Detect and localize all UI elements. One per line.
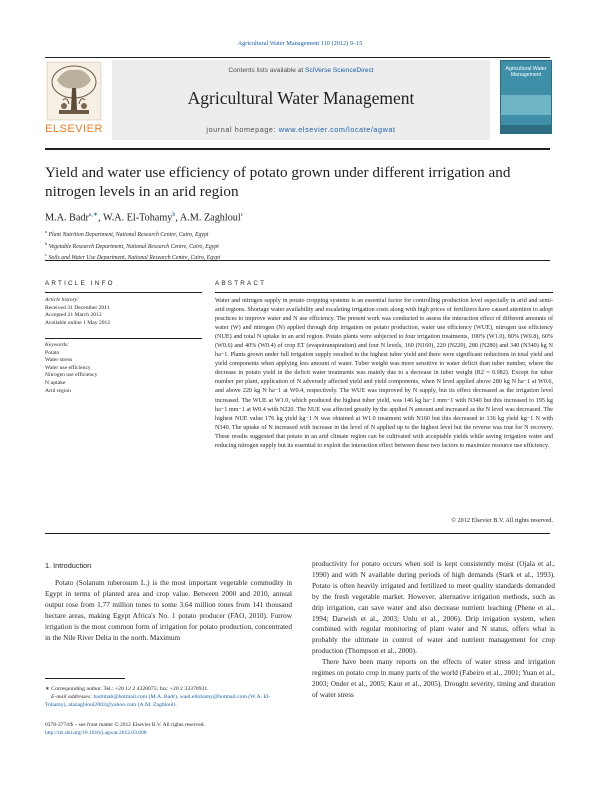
doi-link[interactable]: http://dx.doi.org/10.1016/j.agwat.2012.03.008 bbox=[45, 729, 147, 736]
history-accepted: Accepted 21 March 2012 bbox=[45, 312, 102, 319]
journal-homepage bbox=[112, 125, 490, 134]
header-bottom-rule bbox=[45, 148, 550, 150]
abstract-text: Water and nitrogen supply in potato cropping systems is an essential factor for controlling production level especially in arid and semi-arid regions. Shortage water availability and escalating irrigation costs along with high prices of fertilizers have caused attention to adopt practices to improve water and N use efficiency. The present work was conducted to assess the interaction effect of different amounts of water (W) and nitrogen (N) applied through drip irrigation on potato production, water use efficiency (WUE), nitrogen use efficiency (NUE) and total N uptake in an arid region. Potato plants were subjected to four irrigation treatments, 100% (W1.0), 80% (W0.8), 60% (W0.6) and 40% (W0.4) of crop ET (evapotranspiration) and four N levels, 160 (N160), 220 (N220), 280 (N280) and 340 (N340) kg N ha−1. Plants grown under full irrigation supply resulted in the highest tuber yield and there were significant reductions in total yield and yield components when applying less amount of water. Tuber weight was more sensitive to water deficit than tuber number, where the decrease in potato yield in the deficit water treatments was mainly due to a decrease in tuber weight (R2 = 0.982). Except for tuber number per plant, application of N adversely affected yield and yield components, when N level applied above 280 kg N ha−1 at W0.6, and above 220 kg N ha−1 at W0.4, respectively. The WUE was improved by N supply, but its effect decreased as the irrigation level increased. The WUE at W1.0, which produced the highest tuber yield, was 146 kg ha−1 mm−1 with N340 but this increased to 195 kg ha−1 mm−1 at W0.4 with N220. The NUE was affected greatly by the applied N amount and increased as the N level was decreased. The highest NUE value 176 kg yield kg−1 N was obtained at W1.0 treatment with N160 but this decreased to 136 kg yield kg−1 N with N340. The uptake of N increased with increase in the level of N applied up to the highest level but the reverse was true for N recovery. These results suggested that potato in an arid climate region can be cultivated with acceptable yields while saving irrigation water and reducing nitrogen supply but its essential to exploit the interaction effect between these two factors to maximize resource use efficiency. bbox=[215, 298, 553, 449]
keyword-item: Arid region bbox=[45, 387, 71, 394]
introduction-right-column bbox=[312, 559, 555, 701]
affiliation-item: $^c$ Soils and Water Use Department, National Research Centre, Cairo, Egypt bbox=[45, 252, 221, 261]
history-label: Article history: bbox=[45, 297, 80, 303]
journal-title: Agricultural Water Management bbox=[187, 88, 415, 108]
affiliation-rule bbox=[45, 260, 550, 261]
issn-block bbox=[45, 722, 345, 738]
keyword-item: Nitrogen use efficiency bbox=[45, 372, 98, 379]
article-info-heading: ARTICLE INFO bbox=[45, 280, 115, 287]
homepage-label: journal homepage: bbox=[206, 125, 277, 134]
article-info-rule bbox=[45, 292, 202, 293]
intro-paragraph: There have been many reports on the effects of water stress and irrigation regimes on potato crop in many parts of the world (Fabeiro et al., 2001; Yuan et al., 2003; Onder et al., 2005; Kaur et al., 2005). Drought severity, timing and duration of water stress bbox=[312, 658, 555, 699]
intro-paragraph: productivity for potato occurs when soil is kept consistently moist (Ojala et al., 1990) and with N available during periods of high demands (Stark et al., 1993). Potato is often heavily irrigated and fertilized to meet quality standards demanded by the fresh vegetable market. However, alternative irrigation methods, such as drip irrigation, can save water and also decrease nutrient leaching (Phene et al., 1994; Darwish et al., 2003; Unlu et al., 2006). Drip irrigation system, when combined with regular monitoring of plant water and N status, offers what is probably the ultimate in control of water and nutrient management for crop production (Thompson et al., 2000). bbox=[312, 560, 555, 656]
author-affil-sup[interactable]: c bbox=[240, 212, 244, 218]
keywords-block bbox=[45, 342, 202, 395]
journal-cover[interactable] bbox=[500, 60, 552, 134]
elsevier-tree-icon bbox=[45, 60, 103, 122]
abstract-copyright: © 2012 Elsevier B.V. All rights reserved. bbox=[451, 517, 553, 524]
email-list[interactable]: badrmab@hotmail.com (M.A. Badr), wael.eltohamy@hotmail.com (W.A. El-Tohamy), alazaghloul2002@yahoo.com (A.M. Zaghloul). bbox=[45, 694, 271, 709]
abstract-bottom-rule bbox=[45, 533, 550, 534]
cover-title: Agricultural Water Management bbox=[505, 66, 547, 78]
author-name[interactable]: W.A. El-Tohamy bbox=[102, 212, 173, 224]
author-affil-sup[interactable]: b bbox=[172, 212, 176, 218]
header-top-rule bbox=[45, 57, 550, 58]
introduction-left-column bbox=[45, 578, 292, 643]
corresponding-author: ∗ Corresponding author. Tel.: +20 12 2 4320075; fax: +20 2 33370931. bbox=[45, 686, 209, 692]
cover-band bbox=[501, 95, 551, 115]
article-history bbox=[45, 297, 202, 327]
journal-citation[interactable]: Agricultural Water Management 110 (2012) 9–15 bbox=[237, 40, 363, 47]
article-title: Yield and water use efficiency of potato grown under different irrigation and nitrogen levels in an arid region bbox=[45, 164, 511, 200]
affiliations bbox=[45, 228, 555, 263]
author-name[interactable]: A.M. Zaghloul bbox=[179, 212, 241, 224]
issn-line: 0378-3774/$ – see front matter © 2012 Elsevier B.V. All rights reserved. bbox=[45, 722, 205, 728]
corresponding-footnote bbox=[45, 685, 292, 710]
affiliation-item: $^b$ Vegetable Research Department, National Research Centre, Cairo, Egypt bbox=[45, 240, 219, 250]
keywords-label: Keywords: bbox=[45, 342, 70, 348]
publisher-name: ELSEVIER bbox=[45, 123, 103, 135]
sciverse-link[interactable]: SciVerse ScienceDirect bbox=[305, 67, 374, 74]
abstract-rule bbox=[215, 292, 553, 293]
email-addresses bbox=[45, 693, 292, 709]
history-online: Available online 1 May 2012 bbox=[45, 319, 111, 326]
keyword-item: Potato bbox=[45, 349, 60, 356]
abstract-heading: ABSTRACT bbox=[215, 280, 267, 287]
intro-paragraph: Potato (Solanum tuberosum L.) is the most important vegetable commodity in Egypt in terms of planted area and crop value. Between 2000 and 2010, annual output rose from 1.77 million tones to some 3.64 million tones from 141 thousand hectare areas, making Egypt Africa's No. 1 potato producer (FAO, 2010). Furrow irrigation is the most common form of irrigation for potato production, concentrated in the Nile River Delta in the north. Maximum bbox=[45, 579, 292, 642]
keyword-item: N uptake bbox=[45, 379, 66, 386]
cover-footer bbox=[501, 125, 551, 133]
history-rule bbox=[45, 338, 202, 339]
history-received: Received 31 December 2011 bbox=[45, 304, 110, 311]
emails-label: E-mail addresses: bbox=[51, 694, 93, 701]
contents-prefix: Contents lists available at bbox=[228, 67, 304, 74]
author-name[interactable]: M.A. Badr bbox=[45, 212, 89, 224]
contents-line bbox=[112, 67, 490, 74]
keyword-item: Water use efficiency bbox=[45, 364, 91, 371]
keyword-item: Water stress bbox=[45, 357, 73, 364]
author-affil-sup[interactable]: a,∗ bbox=[88, 212, 99, 218]
affiliation-item: $^a$ Plant Nutrition Department, National Research Centre, Cairo, Egypt bbox=[45, 229, 209, 238]
author-list: M.A. Badr$^{a,∗}$, W.A. El-Tohamy$^b$, A.M. Zaghloul$^c$ bbox=[45, 212, 244, 224]
homepage-url[interactable]: www.elsevier.com/locate/agwat bbox=[278, 125, 396, 134]
introduction-heading: 1. Introduction bbox=[45, 561, 92, 570]
footnote-rule bbox=[45, 678, 125, 679]
